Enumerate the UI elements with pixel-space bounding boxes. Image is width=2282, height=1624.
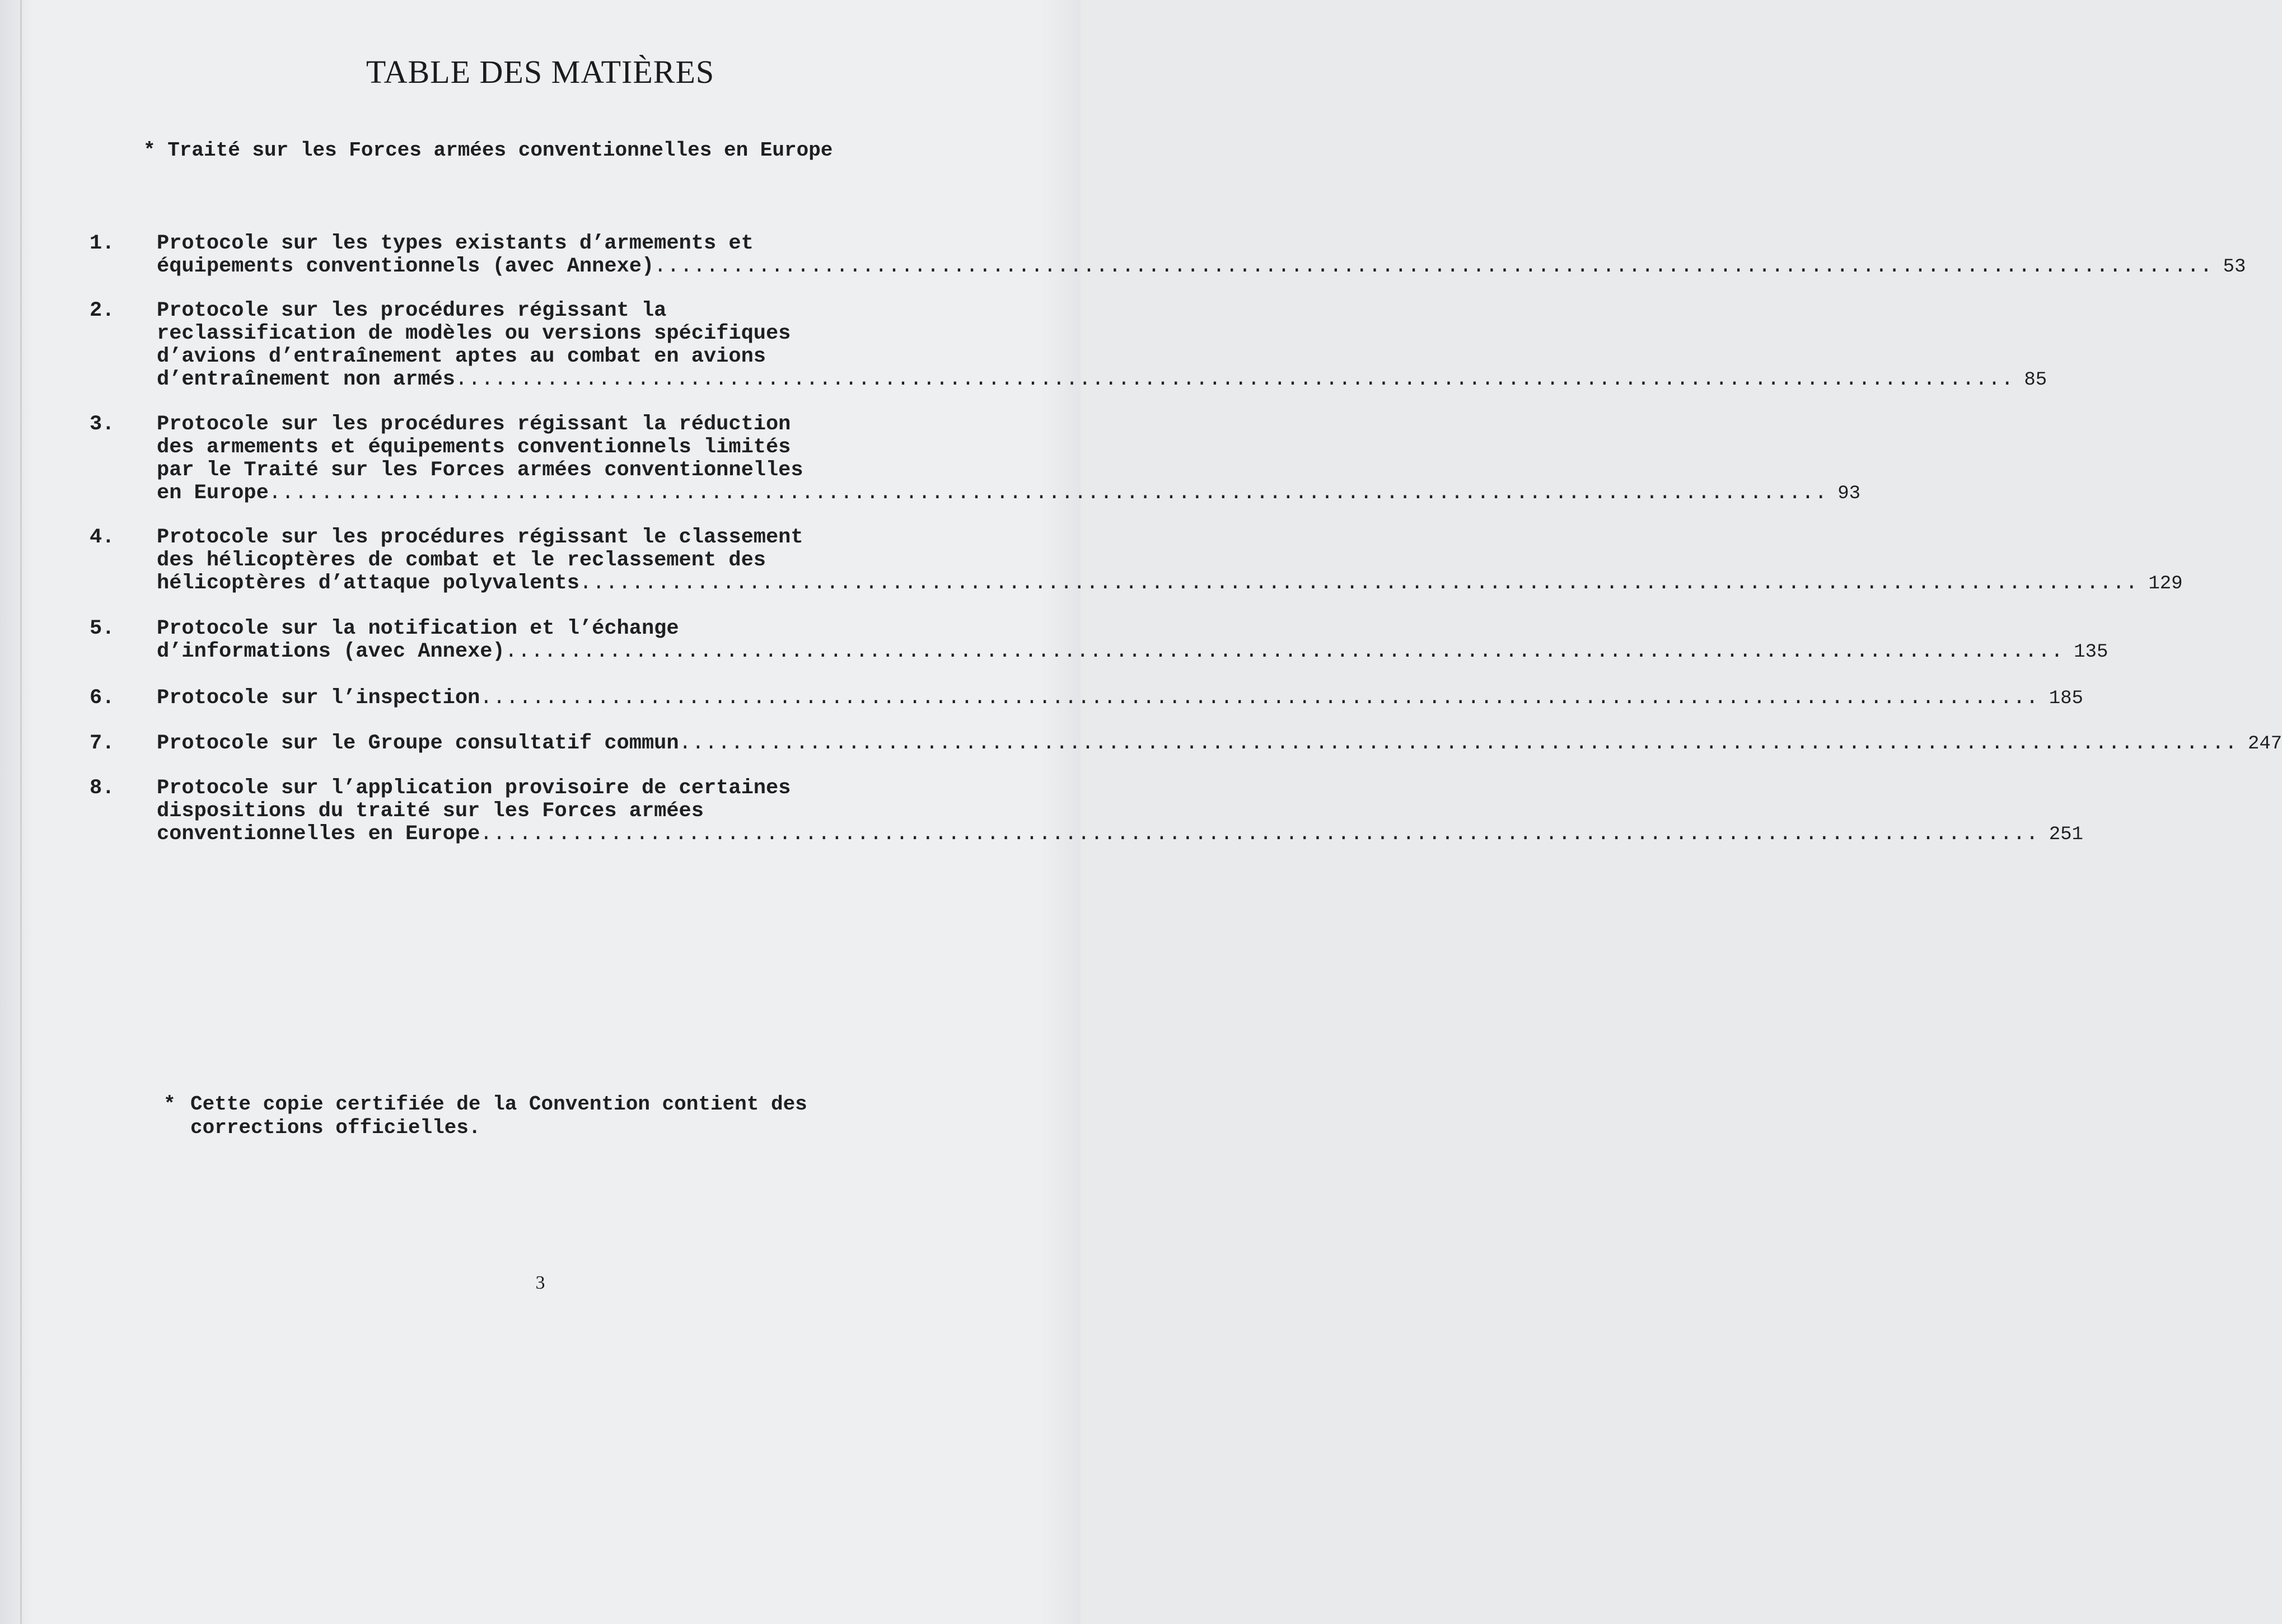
toc-entry-text <box>157 413 1861 506</box>
footnote-line: corrections officielles. <box>190 1116 481 1139</box>
toc-entry-page: 93 <box>1837 483 1861 504</box>
toc-entry-page: 85 <box>2024 369 2047 391</box>
dot-leader: ........................................................................................................................ <box>654 255 2213 278</box>
toc-entry-line: Protocole sur les procédures régissant la réduction <box>157 413 791 436</box>
footnote-line: Cette copie certifiée de la Convention contient des <box>190 1093 807 1116</box>
toc-entry-last-line: en Europe <box>157 481 269 505</box>
toc-entry-number: 7. <box>90 732 115 755</box>
toc-entry-page: 185 <box>2049 688 2083 709</box>
toc-entry-last-line: d’informations (avec Annexe) <box>157 640 505 663</box>
toc-entry-text <box>157 232 2246 279</box>
toc-entry-text <box>157 299 2047 392</box>
dot-leader: ........................................................................................................................ <box>679 732 2238 755</box>
toc-entry-text <box>157 732 2282 756</box>
toc-entry-line: par le Traité sur les Forces armées conventionnelles <box>157 458 803 482</box>
toc-entry-number: 8. <box>90 776 115 800</box>
toc-entry-text <box>157 617 2108 664</box>
toc-entry-page: 53 <box>2223 256 2246 278</box>
toc-entry-line: des armements et équipements conventionnels limités <box>157 436 791 459</box>
page-number: 3 <box>535 1272 545 1293</box>
binding-edge <box>20 0 22 1624</box>
toc-entry-text <box>157 526 2183 596</box>
toc-entry-page: 129 <box>2148 573 2183 595</box>
toc-entry-last-line: d’entraînement non armés <box>157 368 455 391</box>
toc-entry-line: Protocole sur l’application provisoire de certaines <box>157 776 791 800</box>
page-title: TABLE DES MATIÈRES <box>366 54 715 90</box>
dot-leader: ........................................................................................................................ <box>480 822 2039 846</box>
toc-entry-last-line: conventionnelles en Europe <box>157 822 480 846</box>
toc-entry-line: Protocole sur les procédures régissant le classement <box>157 526 803 549</box>
toc-entry-leader-line <box>157 481 1861 506</box>
dot-leader: ........................................................................................................................ <box>579 572 2139 595</box>
toc-entry-number: 6. <box>90 686 115 710</box>
toc-entry-leader-line <box>157 368 2047 392</box>
footnote-text <box>190 1093 946 1140</box>
dot-leader: ........................................................................................................................ <box>268 481 1828 505</box>
toc-entry-line: dispositions du traité sur les Forces armées <box>157 799 704 823</box>
dot-leader: ........................................................................................................................ <box>504 640 2064 663</box>
toc-entry-leader-line <box>157 686 2083 710</box>
dot-leader: ........................................................................................................................ <box>480 686 2039 710</box>
toc-entry-number: 1. <box>90 232 115 255</box>
toc-entry-number: 5. <box>90 617 115 640</box>
toc-entry-page: 135 <box>2074 642 2108 663</box>
toc-entry-last-line: Protocole sur le Groupe consultatif commun <box>157 732 679 755</box>
toc-entry-leader-line <box>157 255 2246 279</box>
toc-entry-number: 3. <box>90 413 115 436</box>
toc-entry-line: reclassification de modèles ou versions spécifiques <box>157 322 791 345</box>
toc-entry-leader-line <box>157 640 2108 664</box>
toc-entry-text <box>157 776 2083 846</box>
footnote-marker: * <box>163 1093 176 1116</box>
toc-entry-last-line: hélicoptères d’attaque polyvalents <box>157 572 579 595</box>
toc-entry-leader-line <box>157 732 2282 756</box>
toc-entry-page: 247 <box>2248 733 2282 755</box>
toc-entry-leader-line <box>157 822 2083 846</box>
toc-entry-last-line: Protocole sur l’inspection <box>157 686 480 710</box>
toc-entry-line: Protocole sur la notification et l’échange <box>157 617 679 640</box>
toc-entry-line: Protocole sur les procédures régissant la <box>157 299 667 322</box>
toc-entry-line: Protocole sur les types existants d’armements et <box>157 232 754 255</box>
toc-entry-line: des hélicoptères de combat et le reclassement des <box>157 549 766 572</box>
toc-entry-number: 2. <box>90 299 115 322</box>
toc-entry-line: d’avions d’entraînement aptes au combat en avions <box>157 345 766 368</box>
toc-entry-last-line: équipements conventionnels (avec Annexe) <box>157 255 654 278</box>
toc-entry-leader-line <box>157 572 2183 596</box>
toc-entry-text <box>157 686 2083 710</box>
toc-entry-number: 4. <box>90 526 115 549</box>
main-item-heading: * Traité sur les Forces armées conventionnelles en Europe <box>143 139 833 162</box>
toc-entry-page: 251 <box>2049 824 2083 845</box>
dot-leader: ........................................................................................................................ <box>455 368 2014 391</box>
